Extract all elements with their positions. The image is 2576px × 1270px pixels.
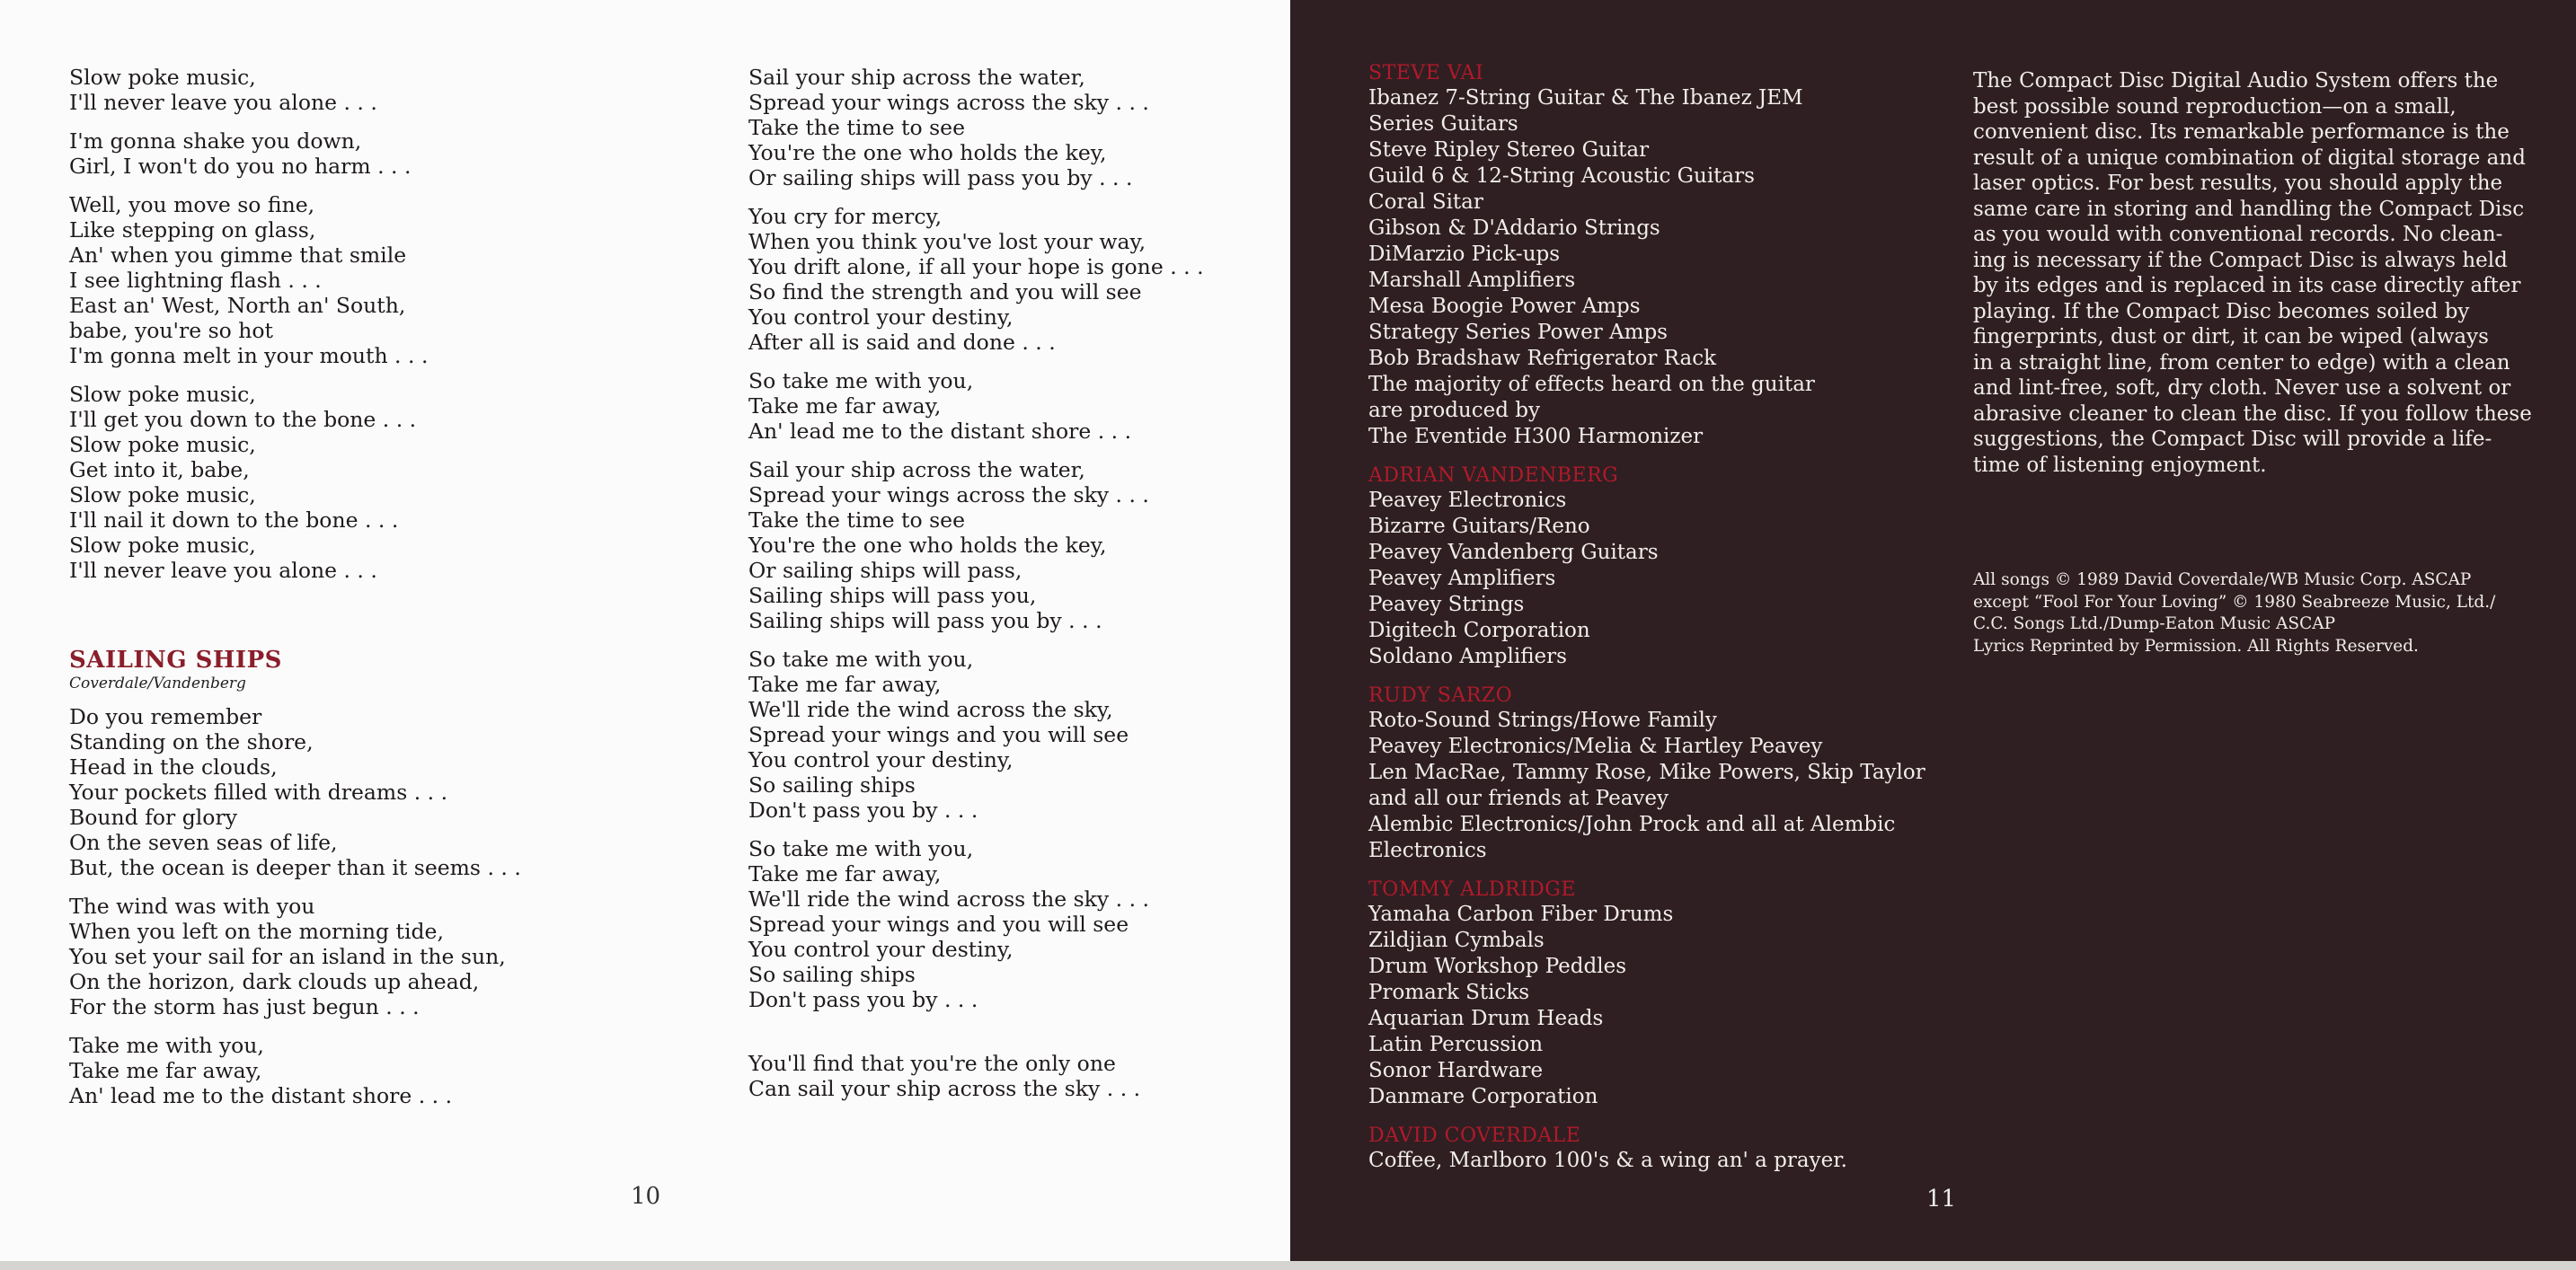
- lyric-line: Take me far away,: [748, 393, 942, 419]
- credit-item: Drum Workshop Peddles: [1368, 955, 1626, 978]
- lyric-line: I'll get you down to the bone . . .: [69, 407, 417, 432]
- sailing-ships-lyrics-part-1: [69, 704, 626, 1108]
- lyric-line: Sailing ships will pass you by . . .: [748, 608, 1102, 633]
- credit-item: Strategy Series Power Amps: [1368, 321, 1668, 344]
- lyric-line: Take me with you,: [69, 1033, 264, 1058]
- lyric-line: Slow poke music,: [69, 382, 256, 407]
- lyric-line: We'll ride the wind across the sky,: [748, 697, 1113, 722]
- lyric-line: You'll find that you're the only one: [748, 1051, 1116, 1076]
- lyric-line: Your pockets filled with dreams . . .: [69, 780, 448, 805]
- lyric-line: Slow poke music,: [69, 65, 256, 90]
- lyric-line: Sail your ship across the water,: [748, 457, 1085, 482]
- lyric-stanza: [748, 647, 1252, 823]
- copyright-line: Lyrics Reprinted by Permission. All Rights Reserved.: [1973, 636, 2419, 656]
- lyric-line: So sailing ships: [748, 962, 916, 987]
- lyric-line: An' lead me to the distant shore . . .: [69, 1083, 453, 1108]
- credit-item: Peavey Strings: [1368, 593, 1525, 616]
- slow-poke-music-lyrics: [69, 65, 626, 583]
- lyric-line: Girl, I won't do you no harm . . .: [69, 154, 412, 179]
- copyright-line: except “Fool For Your Loving” © 1980 Seabreeze Music, Ltd./: [1973, 592, 2496, 612]
- cd-care-line: laser optics. For best results, you should apply the: [1973, 172, 2503, 195]
- lyric-line: Take me far away,: [748, 672, 942, 697]
- lyric-line: I'm gonna melt in your mouth . . .: [69, 343, 429, 368]
- cd-care-line: result of a unique combination of digital storage and: [1973, 146, 2526, 170]
- credit-item: Latin Percussion: [1368, 1033, 1544, 1056]
- lyric-line: When you think you've lost your way,: [748, 229, 1146, 254]
- lyrics-column-1: [69, 65, 626, 1122]
- musician-name: DAVID COVERDALE: [1368, 1124, 1581, 1147]
- credit-item: Peavey Amplifiers: [1368, 567, 1556, 590]
- lyric-line: Sail your ship across the water,: [748, 65, 1085, 90]
- sailing-ships-lyrics-part-2: [748, 65, 1252, 1012]
- lyric-stanza: [748, 368, 1252, 444]
- closing-stanza: [748, 1051, 1252, 1101]
- lyric-line: Sailing ships will pass you,: [748, 583, 1037, 608]
- lyric-line: I see lightning flash . . .: [69, 268, 322, 293]
- lyric-line: An' when you gimme that smile: [69, 243, 407, 268]
- musician-name: RUDY SARZO: [1368, 684, 1513, 707]
- musician-name: TOMMY ALDRIDGE: [1368, 878, 1576, 901]
- credit-item: The Eventide H300 Harmonizer: [1368, 425, 1704, 448]
- credit-section: [1368, 1124, 1872, 1174]
- lyric-line: Take the time to see: [748, 115, 965, 140]
- lyric-stanza: [69, 1033, 626, 1108]
- lyric-line: You control your destiny,: [748, 747, 1014, 772]
- lyric-line: Can sail your ship across the sky . . .: [748, 1076, 1141, 1101]
- credit-item: Yamaha Carbon Fiber Drums: [1368, 903, 1674, 926]
- lyric-stanza: [748, 836, 1252, 1012]
- lyric-line: I'll never leave you alone . . .: [69, 558, 377, 583]
- lyric-line: We'll ride the wind across the sky . . .: [748, 886, 1150, 912]
- credit-item: Electronics: [1368, 839, 1487, 862]
- lyric-line: Standing on the shore,: [69, 729, 314, 754]
- lyric-line: Spread your wings and you will see: [748, 912, 1129, 937]
- lyric-line: When you left on the morning tide,: [69, 919, 444, 944]
- lyric-line: An' lead me to the distant shore . . .: [748, 419, 1132, 444]
- cd-care-line: in a straight line, from center to edge) with a clean: [1973, 350, 2510, 375]
- credit-item: and all our friends at Peavey: [1368, 787, 1669, 810]
- lyric-line: Or sailing ships will pass,: [748, 558, 1022, 583]
- credit-section: [1368, 684, 1925, 864]
- credit-item: Series Guitars: [1368, 112, 1518, 136]
- lyric-line: Do you remember: [69, 704, 262, 729]
- cd-care-line: playing. If the Compact Disc becomes soiled by: [1973, 299, 2470, 323]
- lyric-line: After all is said and done . . .: [748, 330, 1056, 355]
- lyric-stanza: [69, 894, 626, 1019]
- cd-care-line: same care in storing and handling the Compact Disc: [1973, 197, 2525, 221]
- credit-item: Danmare Corporation: [1368, 1085, 1598, 1108]
- page-number-right: 11: [1926, 1186, 1957, 1213]
- credit-item: Bizarre Guitars/Reno: [1368, 515, 1590, 538]
- credit-item: Gibson & D'Addario Strings: [1368, 216, 1660, 240]
- credit-section: [1368, 878, 1872, 1110]
- cd-care-line: suggestions, the Compact Disc will provide a life-: [1973, 428, 2492, 451]
- lyric-line: So take me with you,: [748, 836, 974, 861]
- lyric-line: On the seven seas of life,: [69, 830, 338, 855]
- lyric-line: So sailing ships: [748, 772, 916, 798]
- credit-item: Soldano Amplifiers: [1368, 645, 1567, 668]
- credit-item: Len MacRae, Tammy Rose, Mike Powers, Skip Taylor: [1368, 761, 1925, 784]
- cd-care-notice: [1973, 68, 2532, 478]
- credit-item: Aquarian Drum Heads: [1368, 1007, 1604, 1030]
- lyric-stanza: [69, 192, 626, 368]
- copyright-line: All songs © 1989 David Coverdale/WB Music Corp. ASCAP: [1973, 570, 2472, 589]
- lyric-line: Spread your wings and you will see: [748, 722, 1129, 747]
- lyric-line: I'll never leave you alone . . .: [69, 90, 377, 115]
- lyric-line: You drift alone, if all your hope is gone . . .: [748, 254, 1204, 279]
- cd-care-line: as you would with conventional records. No clean-: [1973, 223, 2503, 246]
- lyric-stanza: [748, 204, 1252, 355]
- cd-care-line: and lint-free, soft, dry cloth. Never use a solvent or: [1973, 376, 2511, 400]
- lyric-line: So take me with you,: [748, 368, 974, 393]
- lyric-line: You control your destiny,: [748, 937, 1014, 962]
- lyric-line: Bound for glory: [69, 805, 237, 830]
- lyric-line: You're the one who holds the key,: [748, 140, 1107, 165]
- credit-item: Mesa Boogie Power Amps: [1368, 295, 1641, 318]
- credit-item: Digitech Corporation: [1368, 619, 1590, 642]
- credit-item: Sonor Hardware: [1368, 1059, 1544, 1082]
- lyric-line: Spread your wings across the sky . . .: [748, 90, 1149, 115]
- lyric-line: Take me far away,: [69, 1058, 262, 1083]
- lyric-line: Don't pass you by . . .: [748, 798, 978, 823]
- lyric-line: So take me with you,: [748, 647, 974, 672]
- musician-name: STEVE VAI: [1368, 62, 1484, 84]
- credit-item: Zildjian Cymbals: [1368, 929, 1545, 952]
- lyric-line: The wind was with you: [69, 894, 315, 919]
- song-credit: Coverdale/Vandenberg: [69, 675, 246, 692]
- lyric-stanza: [748, 65, 1252, 190]
- lyric-line: So find the strength and you will see: [748, 279, 1142, 304]
- cd-care-line: ing is necessary if the Compact Disc is always held: [1973, 248, 2508, 272]
- lyrics-column-2: [748, 65, 1252, 1101]
- lyric-stanza: [69, 704, 626, 880]
- lyric-line: On the horizon, dark clouds up ahead,: [69, 969, 480, 994]
- credit-item: Ibanez 7-String Guitar & The Ibanez JEM: [1368, 86, 1803, 110]
- cd-care-line: best possible sound reproduction—on a small,: [1973, 94, 2456, 119]
- lyric-line: Take me far away,: [748, 861, 942, 886]
- lyric-stanza: [69, 382, 626, 583]
- lyric-stanza: [69, 65, 626, 115]
- lyric-line: Slow poke music,: [69, 533, 256, 558]
- lyric-line: Take the time to see: [748, 507, 965, 533]
- credit-item: Marshall Amplifiers: [1368, 269, 1576, 292]
- lyric-line: Spread your wings across the sky . . .: [748, 482, 1149, 507]
- musician-name: ADRIAN VANDENBERG: [1368, 464, 1619, 487]
- lyric-line: I'm gonna shake you down,: [69, 128, 362, 154]
- lyric-line: Like stepping on glass,: [69, 217, 316, 243]
- credit-item: Peavey Electronics/Melia & Hartley Peavey: [1368, 735, 1823, 758]
- cd-care-line: abrasive cleaner to clean the disc. If you follow these: [1973, 401, 2532, 426]
- lyric-line: Get into it, babe,: [69, 457, 250, 482]
- lyric-line: Slow poke music,: [69, 432, 256, 457]
- credit-section: [1368, 62, 1872, 450]
- credit-item: Roto-Sound Strings/Howe Family: [1368, 709, 1717, 732]
- page-number-left: 10: [631, 1183, 661, 1210]
- cd-care-line: time of listening enjoyment.: [1973, 453, 2267, 477]
- credit-item: The majority of effects heard on the guitar: [1368, 373, 1815, 396]
- lyric-line: But, the ocean is deeper than it seems . . .: [69, 855, 521, 880]
- lyric-line: Don't pass you by . . .: [748, 987, 978, 1012]
- lyric-line: Or sailing ships will pass you by . . .: [748, 165, 1133, 190]
- lyric-stanza: [748, 457, 1252, 633]
- credit-item: Coral Sitar: [1368, 190, 1483, 214]
- equipment-credits: [1368, 62, 1925, 1188]
- cd-care-line: The Compact Disc Digital Audio System offers the: [1973, 69, 2499, 93]
- credit-item: Alembic Electronics/John Prock and all at Alembic: [1368, 813, 1896, 836]
- lyric-line: I'll nail it down to the bone . . .: [69, 507, 399, 533]
- lyric-line: You're the one who holds the key,: [748, 533, 1107, 558]
- lyric-line: You cry for mercy,: [748, 204, 943, 229]
- song-title: SAILING SHIPS: [69, 647, 282, 674]
- cd-care-line: convenient disc. Its remarkable performance is the: [1973, 120, 2510, 144]
- cd-care-line: fingerprints, dust or dirt, it can be wiped (always: [1973, 325, 2489, 348]
- credit-section: [1368, 464, 1872, 670]
- credit-item: Promark Sticks: [1368, 981, 1530, 1004]
- lyric-line: East an' West, North an' South,: [69, 293, 406, 318]
- lyric-line: babe, you're so hot: [69, 318, 273, 343]
- cd-care-line: by its edges and is replaced in its case directly after: [1973, 274, 2521, 297]
- lyric-line: Well, you move so fine,: [69, 192, 315, 217]
- copyright-notice: [1973, 569, 2512, 657]
- scan-edge: [0, 1261, 2576, 1270]
- credit-item: Steve Ripley Stereo Guitar: [1368, 138, 1650, 162]
- credit-item: Peavey Vandenberg Guitars: [1368, 541, 1659, 564]
- lyric-line: Slow poke music,: [69, 482, 256, 507]
- lyric-line: Head in the clouds,: [69, 754, 278, 780]
- credit-item: Peavey Electronics: [1368, 489, 1567, 512]
- credit-item: Coffee, Marlboro 100's & a wing an' a prayer.: [1368, 1149, 1847, 1172]
- credit-item: Guild 6 & 12-String Acoustic Guitars: [1368, 164, 1755, 188]
- credit-item: Bob Bradshaw Refrigerator Rack: [1368, 347, 1717, 370]
- lyric-line: You control your destiny,: [748, 304, 1014, 330]
- lyric-line: You set your sail for an island in the sun,: [69, 944, 506, 969]
- lyric-stanza: [69, 128, 626, 179]
- copyright-line: C.C. Songs Ltd./Dump-Eaton Music ASCAP: [1973, 614, 2336, 633]
- credit-item: are produced by: [1368, 399, 1540, 422]
- credit-item: DiMarzio Pick-ups: [1368, 243, 1561, 266]
- lyric-line: For the storm has just begun . . .: [69, 994, 420, 1019]
